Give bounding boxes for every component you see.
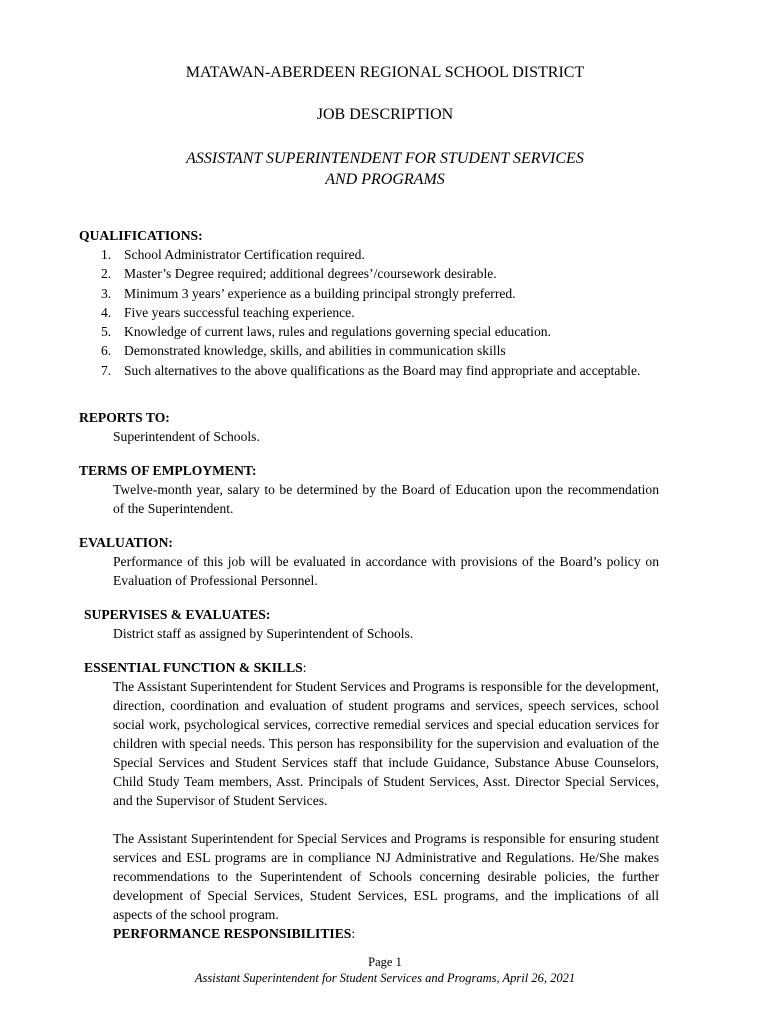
list-item xyxy=(79,322,659,341)
evaluation-heading: EVALUATION: xyxy=(79,535,173,550)
list-number: 6. xyxy=(101,343,112,359)
list-text: Knowledge of current laws, rules and regulations governing special education. xyxy=(124,324,551,340)
terms-body: Twelve-month year, salary to be determined by the Board of Education upon the recommendation of the Superintendent. xyxy=(113,482,659,516)
list-number: 1. xyxy=(101,247,112,262)
page-number: Page 1 xyxy=(368,955,402,969)
list-item xyxy=(79,245,659,264)
supervises-heading: SUPERVISES & EVALUATES: xyxy=(84,607,271,622)
performance-heading-text: PERFORMANCE RESPONSIBILITIES xyxy=(113,926,352,941)
supervises-section xyxy=(84,605,659,643)
list-item xyxy=(79,361,659,380)
qualifications-section xyxy=(79,226,659,380)
essential-section xyxy=(84,658,659,943)
list-number: 7. xyxy=(101,362,112,378)
list-text: Minimum 3 years’ experience as a building principal strongly preferred. xyxy=(124,285,516,301)
document-type: JOB DESCRIPTION xyxy=(316,106,454,123)
list-item xyxy=(79,284,659,303)
list-number: 2. xyxy=(101,266,112,282)
footer-title: Assistant Superintendent for Student Services and Programs, April 26, 2021 xyxy=(194,971,576,985)
qualifications-list xyxy=(79,245,659,380)
essential-paragraph-1: The Assistant Superintendent for Student Services and Programs is responsible for the development, direction, coordination and evaluation of student programs and services, speech services, school social work, psychological services, corrective remedial services and special education services for children with special needs. This person has responsibility for the supervision and evaluation of the Special Services and Student Services staff that include Guidance, Substance Abuse Counselors, Child Study Team members, Asst. Principals of Student Services, Asst. Director Special Services, and the Supervisor of Student Services. xyxy=(113,679,659,808)
performance-heading-colon: : xyxy=(351,926,356,941)
district-name: MATAWAN-ABERDEEN REGIONAL SCHOOL DISTRICT xyxy=(185,64,585,81)
list-text: Five years successful teaching experience. xyxy=(124,304,355,320)
list-number: 4. xyxy=(101,304,112,320)
list-text: Demonstrated knowledge, skills, and abilities in communication skills xyxy=(124,343,506,359)
list-item xyxy=(79,341,659,360)
essential-heading-colon: : xyxy=(302,660,307,675)
essential-heading-text: ESSENTIAL FUNCTION & SKILLS xyxy=(84,660,303,675)
essential-paragraph-2: The Assistant Superintendent for Special Services and Programs is responsible for ensuring student services and ESL programs are in compliance NJ Administrative and Regulations. He/She makes recommendations to the Superintendent of Schools concerning desirable policies, the further development of Special Services, Student Services, ESL programs, and the implications of all aspects of the school program. xyxy=(113,831,659,922)
performance-heading xyxy=(113,924,659,943)
list-text: Master’s Degree required; additional degrees’/coursework desirable. xyxy=(124,266,497,282)
job-title xyxy=(0,148,770,190)
reports-to-heading: REPORTS TO: xyxy=(79,410,170,425)
reports-to-section xyxy=(79,408,659,446)
list-number: 5. xyxy=(101,324,112,340)
list-text: Such alternatives to the above qualifications as the Board may find appropriate and acceptable. xyxy=(124,362,641,378)
list-text: School Administrator Certification required. xyxy=(124,247,365,262)
qualifications-heading: QUALIFICATIONS: xyxy=(79,228,203,243)
list-item xyxy=(79,303,659,322)
terms-heading: TERMS OF EMPLOYMENT: xyxy=(79,463,257,478)
list-number: 3. xyxy=(101,285,112,301)
job-title-line-2: AND PROGRAMS xyxy=(325,171,445,188)
list-item xyxy=(79,264,659,283)
evaluation-body: Performance of this job will be evaluated in accordance with provisions of the Board’s policy on Evaluation of Professional Personnel. xyxy=(113,554,659,588)
supervises-body: District staff as assigned by Superintendent of Schools. xyxy=(113,626,414,641)
evaluation-section xyxy=(79,533,659,590)
reports-to-body: Superintendent of Schools. xyxy=(113,429,260,444)
terms-section xyxy=(79,461,659,518)
job-title-line-1: ASSISTANT SUPERINTENDENT FOR STUDENT SERVICES xyxy=(186,150,584,167)
essential-heading xyxy=(84,658,659,677)
